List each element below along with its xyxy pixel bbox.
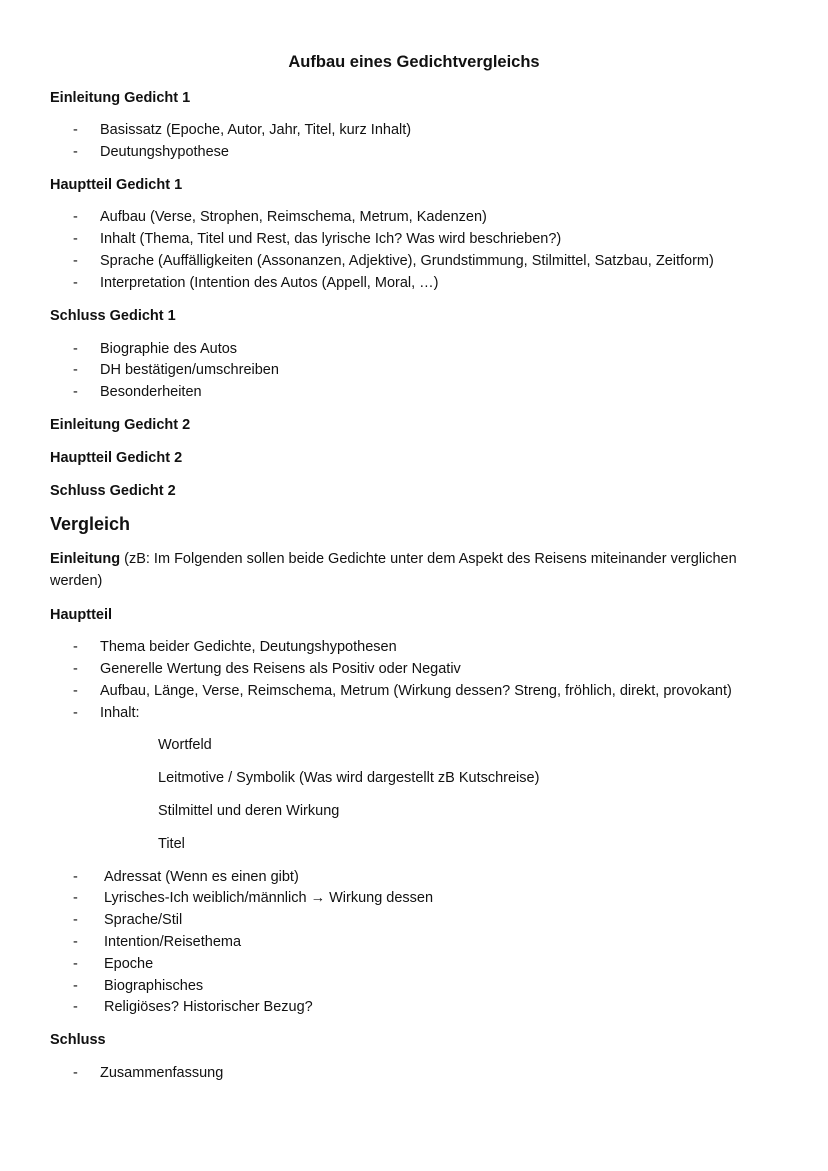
list-item: Zusammenfassung xyxy=(100,1065,224,1081)
bullet-dash: - xyxy=(73,122,78,138)
bullet-dash: - xyxy=(73,231,78,247)
list-item: Sprache/Stil xyxy=(104,912,183,928)
inhalt-subitem: Titel xyxy=(158,836,185,852)
heading-einleitung-gedicht-1: Einleitung Gedicht 1 xyxy=(50,90,191,106)
bullet-dash: - xyxy=(73,144,78,160)
list-item: Generelle Wertung des Reisens als Positiv oder Negativ xyxy=(100,661,461,677)
list-item: Adressat (Wenn es einen gibt) xyxy=(104,869,299,885)
bullet-dash: - xyxy=(73,978,78,994)
bullet-dash: - xyxy=(73,999,78,1015)
list-item: Biographie des Autos xyxy=(100,341,238,357)
inhalt-subitem: Stilmittel und deren Wirkung xyxy=(158,803,340,819)
inhalt-subitem: Leitmotive / Symbolik (Was wird dargestellt zB Kutschreise) xyxy=(158,770,540,786)
list-item: Biographisches xyxy=(104,978,204,994)
bullet-dash: - xyxy=(73,275,78,291)
bullet-dash: - xyxy=(73,384,78,400)
bullet-dash: - xyxy=(73,341,78,357)
heading-einleitung-gedicht-2: Einleitung Gedicht 2 xyxy=(50,417,191,433)
bullet-dash: - xyxy=(73,956,78,972)
bullet-dash: - xyxy=(73,912,78,928)
bullet-dash: - xyxy=(73,639,78,655)
heading-schluss-gedicht-1: Schluss Gedicht 1 xyxy=(50,308,176,324)
list-item: Basissatz (Epoche, Autor, Jahr, Titel, kurz Inhalt) xyxy=(100,122,412,138)
heading-vergleich: Vergleich xyxy=(50,514,131,534)
inhalt-subitem: Wortfeld xyxy=(158,737,212,753)
list-item: Deutungshypothese xyxy=(100,144,229,160)
list-item: Thema beider Gedichte, Deutungshypothesen xyxy=(100,639,397,655)
vergleich-einleitung-paragraph xyxy=(50,549,780,592)
bullet-dash: - xyxy=(73,661,78,677)
list-item: Inhalt (Thema, Titel und Rest, das lyrische Ich? Was wird beschrieben?) xyxy=(100,231,562,247)
page-title: Aufbau eines Gedichtvergleichs xyxy=(288,53,540,71)
bullet-dash: - xyxy=(73,1065,78,1081)
einleitung-text: (zB: Im Folgenden sollen beide Gedichte unter dem Aspekt des Reisens miteinander verglichen werden) xyxy=(50,551,737,589)
list-item: Epoche xyxy=(104,956,154,972)
list-item: Lyrisches-Ich weiblich/männlich → Wirkung dessen xyxy=(104,890,434,906)
list-item: Sprache (Auffälligkeiten (Assonanzen, Adjektive), Grundstimmung, Stilmittel, Satzbau, Zeitform) xyxy=(100,253,714,269)
bullet-dash: - xyxy=(73,362,78,378)
list-item: Inhalt: xyxy=(100,705,140,721)
list-item: Interpretation (Intention des Autos (Appell, Moral, …) xyxy=(100,275,439,291)
list-item: Religiöses? Historischer Bezug? xyxy=(104,999,313,1015)
bullet-dash: - xyxy=(73,705,78,721)
heading-schluss-gedicht-2: Schluss Gedicht 2 xyxy=(50,483,176,499)
bullet-dash: - xyxy=(73,253,78,269)
bullet-dash: - xyxy=(73,683,78,699)
list-item: Intention/Reisethema xyxy=(104,934,242,950)
heading-vergleich-hauptteil: Hauptteil xyxy=(50,607,113,623)
bullet-dash: - xyxy=(73,209,78,225)
bullet-dash: - xyxy=(73,869,78,885)
list-item: Aufbau, Länge, Verse, Reimschema, Metrum (Wirkung dessen? Streng, fröhlich, direkt, provokant) xyxy=(100,683,732,699)
heading-hauptteil-gedicht-2: Hauptteil Gedicht 2 xyxy=(50,450,183,466)
heading-hauptteil-gedicht-1: Hauptteil Gedicht 1 xyxy=(50,177,183,193)
bullet-dash: - xyxy=(73,890,78,906)
heading-vergleich-schluss: Schluss xyxy=(50,1032,106,1048)
einleitung-label: Einleitung xyxy=(50,551,121,567)
list-item: DH bestätigen/umschreiben xyxy=(100,362,279,378)
list-item: Besonderheiten xyxy=(100,384,202,400)
bullet-dash: - xyxy=(73,934,78,950)
list-item: Aufbau (Verse, Strophen, Reimschema, Metrum, Kadenzen) xyxy=(100,209,487,225)
